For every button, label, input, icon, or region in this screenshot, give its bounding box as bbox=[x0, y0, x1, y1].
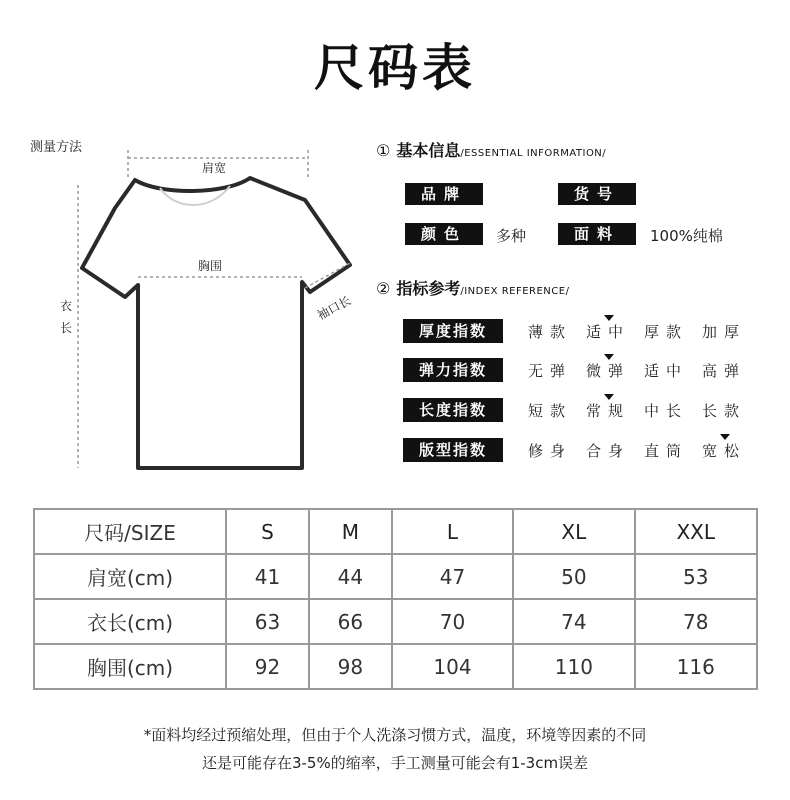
index-option-selected: 常规 bbox=[586, 400, 644, 421]
index-option: 薄款 bbox=[528, 323, 573, 341]
table-cell: 44 bbox=[309, 554, 392, 599]
table-cell: 衣长(cm) bbox=[34, 599, 226, 644]
index-option: 适中 bbox=[644, 362, 689, 380]
note-line-1: *面料均经过预缩处理，但由于个人洗涤习惯方式，温度，环境等因素的不同 bbox=[143, 726, 647, 744]
tshirt-diagram bbox=[40, 150, 360, 480]
index-option: 短款 bbox=[528, 402, 573, 420]
table-cell: 41 bbox=[226, 554, 309, 599]
table-cell: 98 bbox=[309, 644, 392, 689]
table-header-row bbox=[34, 509, 757, 554]
color-label: 颜色 bbox=[405, 223, 483, 245]
table-cell: 116 bbox=[635, 644, 757, 689]
table-cell: L bbox=[392, 509, 513, 554]
length-label-2: 长 bbox=[60, 321, 73, 335]
section-number: ① bbox=[376, 141, 391, 160]
index-option-selected: 微弹 bbox=[586, 360, 644, 381]
color-value: 多种 bbox=[496, 227, 527, 245]
table-cell: 66 bbox=[309, 599, 392, 644]
fabric-value: 100%纯棉 bbox=[650, 227, 723, 245]
shoulder-width-label: 肩宽 bbox=[202, 161, 227, 175]
index-option: 无弹 bbox=[528, 362, 573, 380]
length-label-1: 衣 bbox=[60, 299, 73, 313]
index-ref-title: 指标参考 bbox=[396, 279, 461, 298]
page-title: 尺码表 bbox=[314, 39, 476, 97]
sleeve-length-label: 袖口长 bbox=[314, 293, 354, 323]
index-option: 高弹 bbox=[702, 362, 747, 380]
table-cell: XXL bbox=[635, 509, 757, 554]
index-option-selected: 适中 bbox=[586, 321, 644, 342]
brand-label: 品牌 bbox=[405, 183, 483, 205]
table-cell: 肩宽(cm) bbox=[34, 554, 226, 599]
measure-method-heading: 测量方法 bbox=[30, 140, 83, 155]
table-row bbox=[34, 554, 757, 599]
table-cell: M bbox=[309, 509, 392, 554]
table-cell: S bbox=[226, 509, 309, 554]
table-cell: 尺码/SIZE bbox=[34, 509, 226, 554]
table-cell: 47 bbox=[392, 554, 513, 599]
table-cell: 70 bbox=[392, 599, 513, 644]
index-option: 合身 bbox=[586, 442, 631, 460]
table-cell: 104 bbox=[392, 644, 513, 689]
index-ref-heading bbox=[376, 276, 569, 299]
table-cell: XL bbox=[513, 509, 634, 554]
size-table bbox=[33, 508, 758, 690]
table-cell: 110 bbox=[513, 644, 634, 689]
chest-label: 胸围 bbox=[198, 259, 223, 273]
index-options bbox=[528, 400, 760, 421]
basic-info-title: 基本信息 bbox=[396, 141, 461, 160]
table-cell: 78 bbox=[635, 599, 757, 644]
index-label: 长度指数 bbox=[403, 398, 503, 422]
index-options bbox=[528, 321, 760, 342]
index-option: 中长 bbox=[644, 402, 689, 420]
table-cell: 63 bbox=[226, 599, 309, 644]
index-option: 直筒 bbox=[644, 442, 689, 460]
index-label: 弹力指数 bbox=[403, 358, 503, 382]
index-option: 加厚 bbox=[702, 323, 747, 341]
basic-info-title-en: /ESSENTIAL INFORMATION/ bbox=[460, 148, 607, 159]
table-cell: 胸围(cm) bbox=[34, 644, 226, 689]
index-option: 厚款 bbox=[644, 323, 689, 341]
table-cell: 92 bbox=[226, 644, 309, 689]
index-label: 厚度指数 bbox=[403, 319, 503, 343]
section-number: ② bbox=[376, 279, 391, 298]
table-cell: 74 bbox=[513, 599, 634, 644]
table-cell: 50 bbox=[513, 554, 634, 599]
index-label: 版型指数 bbox=[403, 438, 503, 462]
table-cell: 53 bbox=[635, 554, 757, 599]
fabric-label: 面料 bbox=[558, 223, 636, 245]
index-options bbox=[528, 440, 760, 461]
index-options bbox=[528, 360, 760, 381]
basic-info-heading bbox=[376, 138, 606, 161]
item-number-label: 货号 bbox=[558, 183, 636, 205]
tshirt-outline bbox=[82, 178, 350, 468]
index-option: 长款 bbox=[702, 402, 747, 420]
table-row bbox=[34, 644, 757, 689]
table-row bbox=[34, 599, 757, 644]
index-option-selected: 宽松 bbox=[702, 440, 760, 461]
note-line-2: 还是可能存在3-5%的缩率，手工测量可能会有1-3cm误差 bbox=[201, 754, 589, 772]
index-ref-title-en: /INDEX REFERENCE/ bbox=[460, 286, 570, 297]
index-option: 修身 bbox=[528, 442, 573, 460]
